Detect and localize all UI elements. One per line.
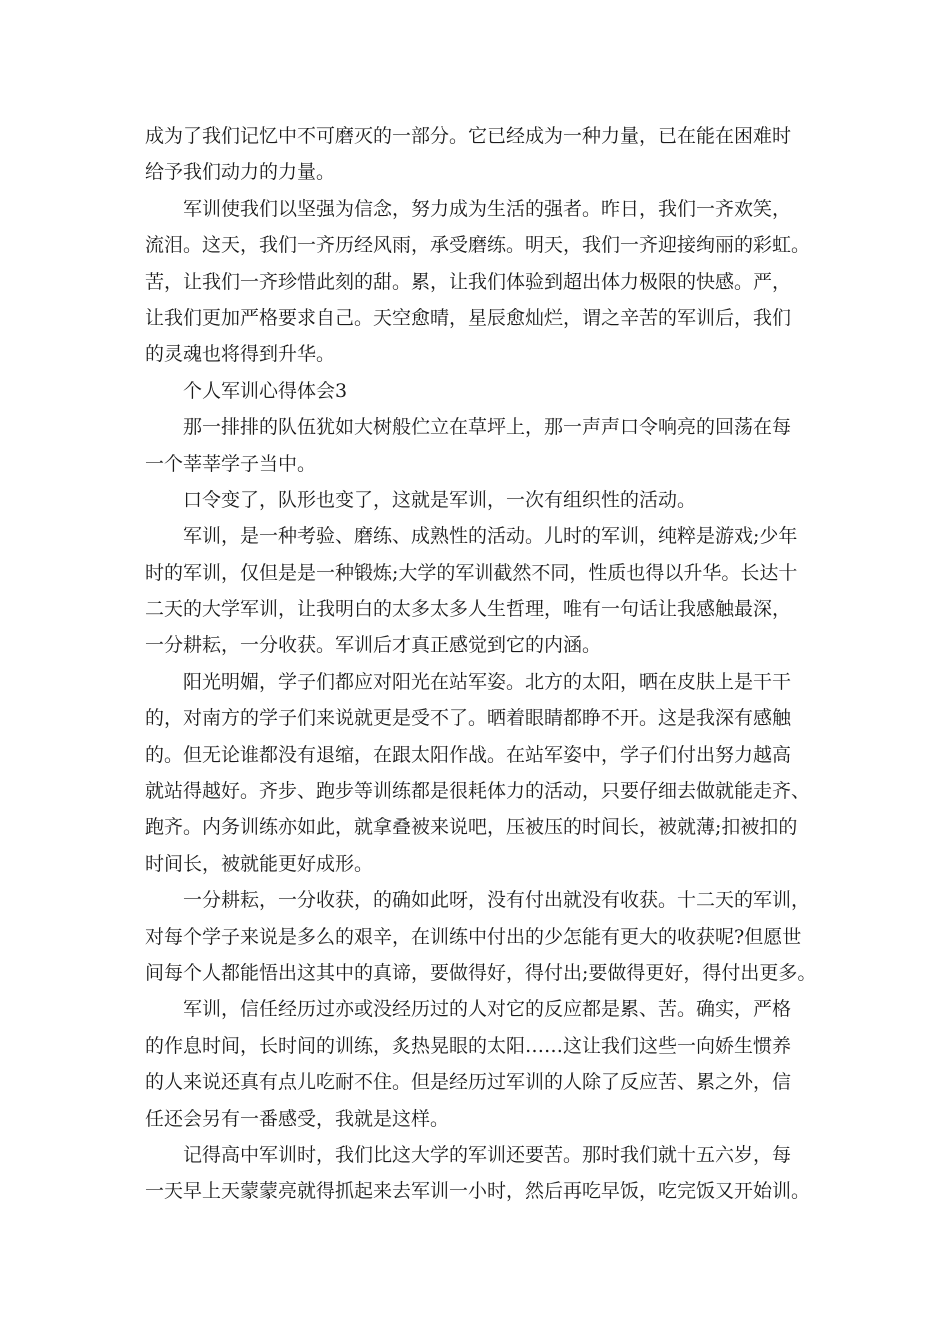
text-line: 间每个人都能悟出这其中的真谛，要做得好，得付出;要做得更好，得付出更多。 — [145, 961, 817, 984]
paragraph-first-line: 军训使我们以坚强为信念，努力成为生活的强者。昨日，我们一齐欢笑， — [183, 197, 792, 220]
paragraph-first-line: 那一排排的队伍犹如大树般伫立在草坪上，那一声声口令响亮的回荡在每 — [183, 416, 792, 439]
text-line: 的人来说还真有点儿吃耐不住。但是经历过军训的人除了反应苦、累之外，信 — [145, 1071, 792, 1094]
text-line: 对每个学子来说是多么的艰辛，在训练中付出的少怎能有更大的收获呢?但愿世 — [145, 925, 802, 948]
paragraph-first-line: 军训，是一种考验、磨练、成熟性的活动。儿时的军训，纯粹是游戏;少年 — [183, 525, 798, 548]
paragraph-first-line: 阳光明媚，学子们都应对阳光在站军姿。北方的太阳，晒在皮肤上是干干 — [183, 670, 792, 693]
text-line: 的作息时间，长时间的训练，炙热晃眼的太阳……这让我们这些一向娇生惯养 — [145, 1034, 792, 1057]
text-line: 任还会另有一番感受，我就是这样。 — [145, 1107, 450, 1130]
text-line: 就站得越好。齐步、跑步等训练都是很耗体力的活动，只要仔细去做就能走齐、 — [145, 780, 811, 803]
text-line: 给予我们动力的力量。 — [145, 161, 336, 184]
text-line: 成为了我们记忆中不可磨灭的一部分。它已经成为一种力量，已在能在困难时 — [145, 125, 792, 147]
text-line: 时间长，被就能更好成形。 — [145, 852, 374, 875]
document-body — [145, 118, 815, 1210]
text-line: 的灵魂也将得到升华。 — [145, 343, 336, 366]
paragraph-first-line: 记得高中军训时，我们比这大学的军训还要苦。那时我们就十五六岁，每 — [183, 1143, 792, 1166]
text-line: 的，对南方的学子们来说就更是受不了。晒着眼睛都睁不开。这是我深有感触 — [145, 707, 792, 730]
text-line: 的。但无论谁都没有退缩，在跟太阳作战。在站军姿中，学子们付出努力越高 — [145, 743, 792, 766]
text-line: 一分耕耘，一分收获。军训后才真正感觉到它的内涵。 — [145, 634, 602, 657]
text-line: 二天的大学军训，让我明白的太多太多人生哲理，唯有一句话让我感触最深， — [145, 598, 792, 621]
text-line: 苦，让我们一齐珍惜此刻的甜。累，让我们体验到超出体力极限的快感。严， — [145, 270, 792, 293]
paragraph-first-line: 个人军训心得体会3 — [183, 379, 348, 402]
text-line: 一天早上天蒙蒙亮就得抓起来去军训一小时，然后再吃早饭，吃完饭又开始训。 — [145, 1180, 811, 1203]
paragraph-first-line: 口令变了，队形也变了，这就是军训，一次有组织性的活动。 — [183, 488, 697, 511]
text-line: 让我们更加严格要求自己。天空愈晴，星辰愈灿烂，谓之辛苦的军训后，我们 — [145, 306, 792, 329]
paragraph-first-line: 一分耕耘，一分收获，的确如此呀，没有付出就没有收获。十二天的军训， — [183, 889, 811, 912]
text-line: 流泪。这天，我们一齐历经风雨，承受磨练。明天，我们一齐迎接绚丽的彩虹。 — [145, 234, 811, 257]
text-line: 一个莘莘学子当中。 — [145, 452, 317, 475]
text-line: 跑齐。内务训练亦如此，就拿叠被来说吧，压被压的时间长，被就薄;扣被扣的 — [145, 816, 798, 839]
paragraph-first-line: 军训，信任经历过亦或没经历过的人对它的反应都是累、苦。确实，严格 — [183, 998, 792, 1021]
text-line: 时的军训，仅但是是一种锻炼;大学的军训截然不同，性质也得以升华。长达十 — [145, 561, 798, 584]
